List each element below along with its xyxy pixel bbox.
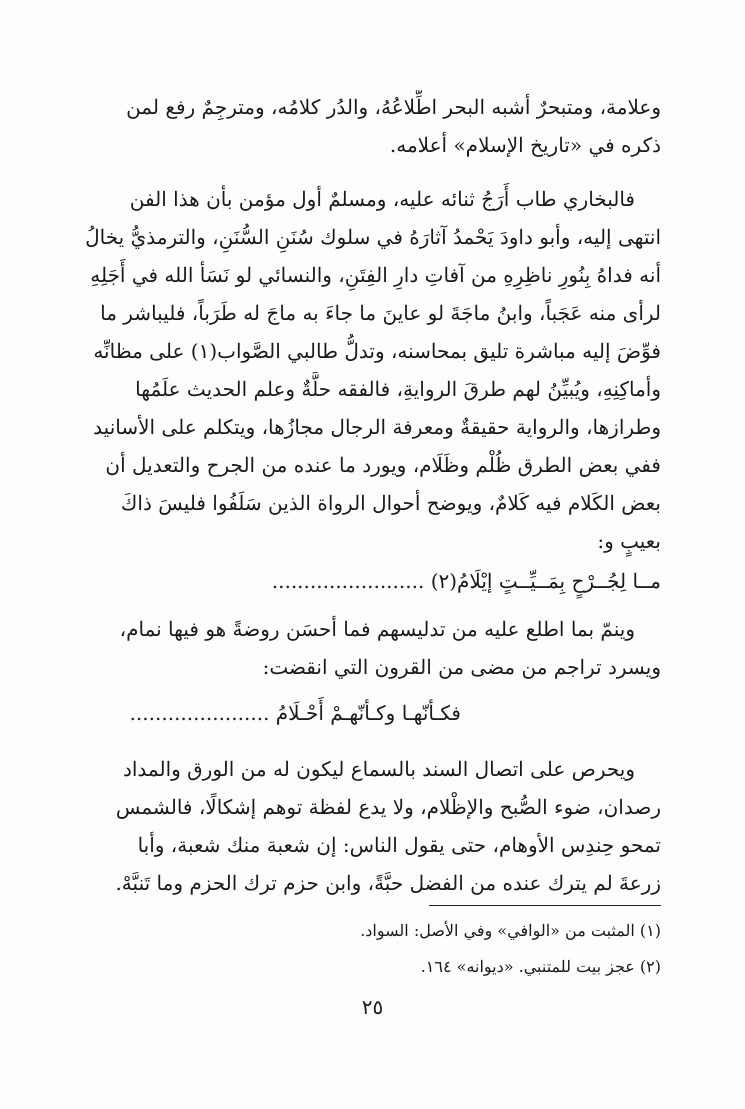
footnote-1: (١) المثبت من «الوافي» وفي الأصل: السواد. [360,921,661,940]
verse-dots: ...................... [129,701,270,725]
text-line: رصدان، ضوء الصُّبح والإظْلام، ولا يدع لفظة توهم إشكالًا، فالشمس [115,795,661,819]
text-line: لرأى منه عَجَباً، وابنُ ماجَةَ لو عاينَ ما جاءَ به ماجَ له طَرَباً، فليباشر ما [100,301,661,325]
text-line: وطرازها، والرواية حقيقةٌ ومعرفة الرجال مجازُها، ويتكلم على الأسانيد [93,415,661,439]
verse-text: فكـأنّهـا وكـأنّهـمْ أَحْـلَامُ [275,701,461,725]
text-line: أنه فداهُ بِنُورِ ناظِرِهِ من آفاتِ دارِ الفِتَنِ، والنسائي لو نَسَأ الله في أَجَلِهِ [90,263,661,287]
text-line: وعلامة، ومتبحرٌ أشبه البحر اطِّلاعُهُ، والدُر كلامُه، ومترجِمٌ رفع لمن [126,95,661,119]
text-line: انتهى إليه، وأبو داودَ يَحْمدُ آثارَهُ في سلوك سُنَنِ السُّنَنِ، والترمذيُّ يخالُ [85,225,661,249]
text-line: بعض الكَلام فيه كَلامٌ، ويوضح أحوال الرواة الذين سَلَفُوا فليسَ ذاكَ [120,491,661,515]
text-line: وينمّ بما اطلع عليه من تدليسهم فما أحسَن روضةً هو فيها نمام، [119,617,635,641]
text-line: بعيبٍ و: [597,529,661,553]
text-line: زرعةَ لم يترك عنده من الفضل حبَّةً، وابن حزم ترك الحزم وما تَنبَّهْ. [115,871,661,895]
footnote-2: (٢) عجز بيت للمتنبي. «ديوانه» ١٦٤. [420,957,661,976]
text-line: فالبخاري طاب أَرَجُ ثنائه عليه، ومسلمٌ أول مؤمن بأن هذا الفن [129,187,635,211]
verse-dots: ........................ [271,569,425,593]
verse-text: مــا لِجُــرْحٍ بِمَــيِّــتٍ إيْلَامُ(٢) [430,569,661,593]
text-line: ويسرد تراجم من مضى من القرون التي انقضت: [262,655,661,679]
verse-line-1 [69,564,661,602]
text-line: فوِّضَ إليه مباشرة تليق بمحاسنه، وتدلُّ طالبي الصَّواب(١) على مظانِّه [93,339,661,363]
text-line: ويحرص على اتصال السند بالسماع ليكون له من الورق والمداد [122,757,635,781]
text-line: وأماكِنِهِ، ويُبيِّنُ لهم طرقَ الروايةِ، فالفقه حلَّةٌ وعلم الحديث علَمُها [135,377,661,401]
page-number: ٢٥ [361,995,384,1019]
text-line: ففي بعض الطرق ظُلْم وظَلَام، ويورد ما عنده من الجرح والتعديل أن [105,453,661,477]
footnote-divider [429,905,661,906]
verse-line-2 [69,696,661,734]
text-line: ذكره في «تاريخ الإسلام» أعلامه. [389,133,661,157]
text-line: تمحو حِندِس الأوهام، حتى يقول الناس: إن شعبة منك شعبة، وأبا [137,833,661,857]
main-text [69,0,661,1109]
